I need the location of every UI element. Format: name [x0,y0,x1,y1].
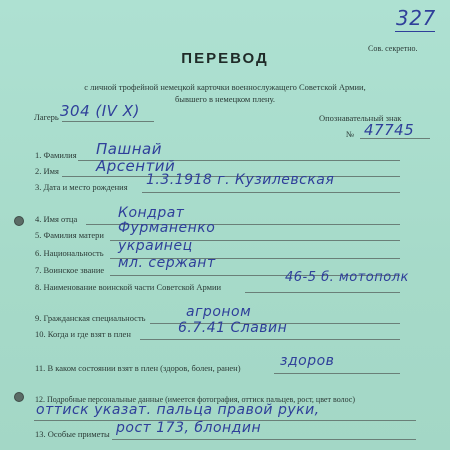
card-number-underline [395,31,435,32]
field-7-label: Воинское звание [43,265,105,275]
field-4-value: Кондрат [118,205,185,221]
field-11-num: 11. [35,363,46,373]
field-13-line [112,439,416,440]
camp-value: 304 (IV X) [60,102,140,120]
page-title: ПЕРЕВОД [181,50,269,67]
tag-label: Опознавательный знак [319,113,402,123]
field-8-line [245,292,400,293]
field-8-value: 46-5 б. мотополк [285,270,409,285]
field-10-label: Когда и где взят в плен [47,329,131,339]
field-1-value: Пашнай [96,140,162,158]
field-5-value: Фурманенко [118,220,216,236]
field-1-label: Фамилия [43,150,77,160]
field-6-num: 6. [35,248,42,258]
field-13-num: 13. [35,429,46,439]
subtitle-line-2: бывшего в немецком плену. [174,94,276,104]
secrecy-stamp: Сов. секретно. [368,44,418,53]
field-5-label: Фамилия матери [43,230,104,240]
card-number: 327 [396,6,436,30]
field-12-num: 12. [35,395,45,404]
field-4-num: 4. [35,214,42,224]
field-3-value: 1.3.1918 г. Кузилевская [146,172,335,188]
field-10-line [140,339,400,340]
field-10-num: 10. [35,329,46,339]
punch-hole-top [14,216,24,226]
tag-value: 47745 [364,121,415,139]
field-10-value: 6.7.41 Славин [178,320,288,336]
field-12-label: Подробные персональные данные (имеется фотография, оттиск пальцев, рост, цвет волос) [47,395,355,404]
field-6-label: Национальность [43,248,104,258]
field-4-label: Имя отца [43,214,78,224]
field-7-value: мл. сержант [118,255,216,271]
camp-line [62,121,154,122]
field-9-num: 9. [35,313,42,323]
field-12-value: оттиск указат. пальца правой руки, [36,402,320,418]
field-3-line [142,192,400,193]
field-13-label: Особые приметы [47,429,110,439]
field-3-label: Дата и место рождения [43,182,128,192]
field-3-num: 3. [35,182,42,192]
subtitle-line-1: с личной трофейной немецкой карточки военнослужащего Советской Армии, [84,82,366,92]
camp-label: Лагерь [34,112,59,122]
punch-hole-bottom [14,392,24,402]
field-1-num: 1. [35,150,42,160]
tag-prefix: № [346,129,355,139]
field-9-value: агроном [186,304,252,320]
field-8-label: Наименование воинской части Советской Армии [43,282,222,292]
field-2-num: 2. [35,166,42,176]
field-13-value: рост 173, блондин [116,420,262,436]
field-11-label: В каком состоянии взят в плен (здоров, болен, ранен) [47,363,241,373]
field-8-num: 8. [35,282,42,292]
field-2-value: Арсентий [96,157,176,175]
field-11-line [274,373,400,374]
field-6-value: украинец [118,238,193,254]
field-11-value: здоров [280,353,335,369]
field-9-label: Гражданская специальность [43,313,146,323]
field-7-num: 7. [35,265,42,275]
field-2-label: Имя [43,166,59,176]
field-5-num: 5. [35,230,42,240]
